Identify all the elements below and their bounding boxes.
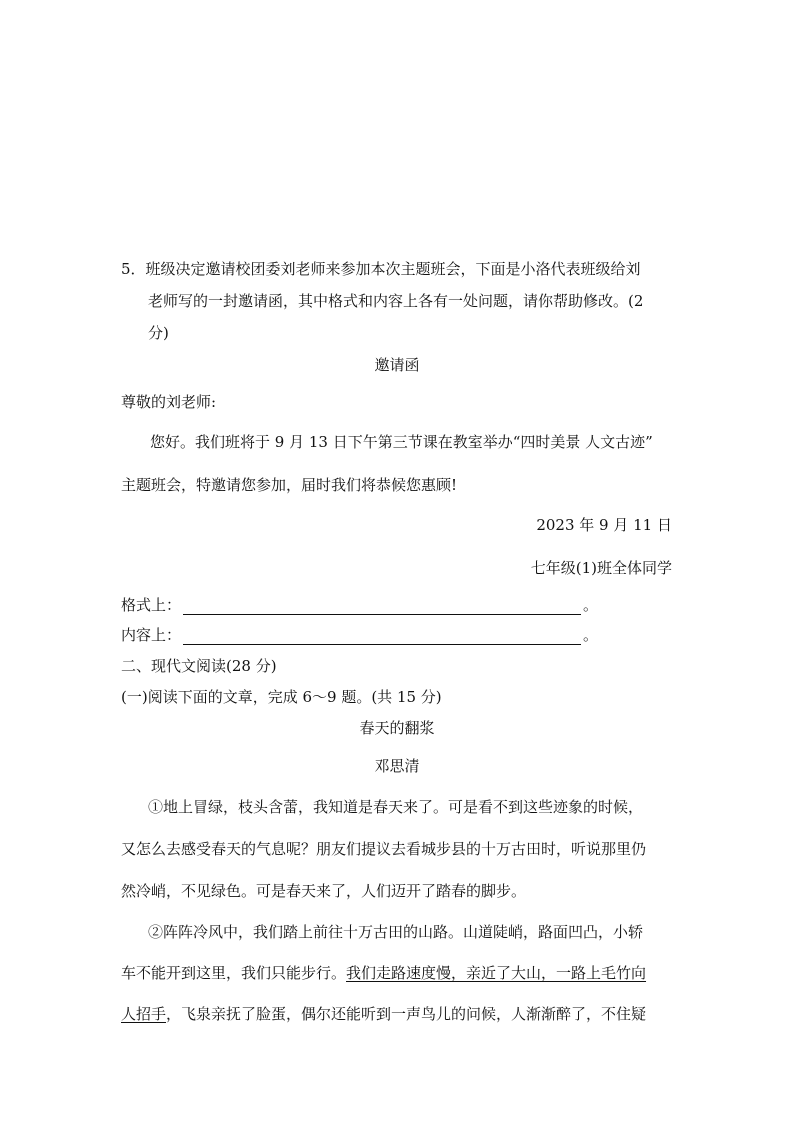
paragraph-2-line-1: ②阵阵冷风中，我们踏上前往十万古田的山路。山道陡峭，路面凹凸，小轿 [148,923,644,941]
article-title: 春天的翻浆 [359,719,435,737]
section-2-heading: 二、现代文阅读(28 分) [121,657,277,675]
underlined-sentence-part-2: 人招手 [121,1005,167,1023]
article-author: 邓思清 [374,757,420,775]
letter-body-line-1: 您好。我们班将于 9 月 13 日下午第三节课在教室举办“四时美景 人文古迹” [150,433,653,451]
question-5-line-2: 老师写的一封邀请函，其中格式和内容上各有一处问题，请你帮助修改。(2 [148,292,644,310]
paragraph-2-line-2-text: 车不能开到这里，我们只能步行。 [121,964,347,982]
letter-date: 2023 年 9 月 11 日 [536,516,672,534]
content-answer-end: 。 [583,626,599,644]
paragraph-2-line-2 [121,962,646,983]
content-answer-field [121,624,598,645]
content-answer-label: 内容上： [121,626,182,644]
letter-greeting: 尊敬的刘老师: [121,393,217,411]
question-5-line-3: 分) [148,324,169,342]
format-answer-label: 格式上： [121,596,182,614]
paragraph-2-line-3-text: ，飞泉亲抚了脸蛋，偶尔还能听到一声鸟儿的问候，人渐渐醉了，不住疑 [166,1005,647,1023]
format-answer-blank[interactable] [183,600,581,615]
question-5-line-1: 5．班级决定邀请校团委刘老师来参加本次主题班会，下面是小洛代表班级给刘 [121,260,641,278]
paragraph-1-line-2: 又怎么去感受春天的气息呢？朋友们提议去看城步县的十万古田时，听说那里仍 [121,840,647,858]
paragraph-1-line-1: ①地上冒绿，枝头含蕾，我知道是春天来了。可是看不到这些迹象的时候， [148,798,644,816]
paragraph-1-line-3: 然冷峭，不见绿色。可是春天来了，人们迈开了踏春的脚步。 [121,882,527,900]
letter-body-line-2: 主题班会，特邀请您参加，届时我们将恭候您惠顾! [121,476,458,494]
letter-title: 邀请函 [374,356,420,374]
content-answer-blank[interactable] [183,630,581,645]
format-answer-end: 。 [583,596,599,614]
paragraph-2-line-3 [121,1003,646,1024]
underlined-sentence-part-1: 我们走路速度慢，亲近了大山，一路上毛竹向 [346,964,647,982]
letter-signature: 七年级(1)班全体同学 [530,559,672,577]
section-2-subheading: (一)阅读下面的文章，完成 6～9 题。(共 15 分) [121,688,442,706]
format-answer-field [121,594,598,615]
